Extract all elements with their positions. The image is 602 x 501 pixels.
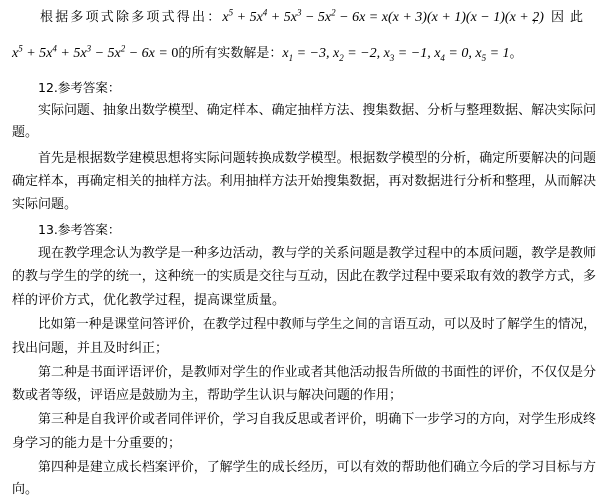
q13-heading: 13.参考答案： — [38, 222, 121, 237]
q13-d-line1: 第三种是自我评价或者同伴评价，学习自我反思或者评价，明确下一步学习的方向，对学生形成终 — [38, 412, 597, 427]
q12-b-line3: 实际问题。 — [12, 197, 78, 212]
q12-b-line2: 确定样本，再确定相关的抽样方法。利用抽样方法开始搜集数据，再对数据进行分析和整理，从而解决 — [12, 174, 597, 189]
q12-b-line1: 首先是根据数学建模思想将实际问题转换成数学模型。根据数学模型的分析，确定所要解决的问题 — [38, 151, 597, 166]
q11-line1-prefix: 根据多项式除多项式得出： — [40, 10, 223, 25]
q13-a-line1: 现在教学理念认为教学是一种多边活动，教与学的关系问题是教学过程中的本质问题，教学是教师 — [38, 246, 597, 261]
q12-a-line1: 实际问题、抽象出数学模型、确定样本、确定抽样方法、搜集数据、分析与整理数据、解决实际问 — [38, 103, 597, 118]
q11-line2-mid: 的所有实数解是： — [178, 46, 283, 61]
q11-line-1 — [40, 9, 544, 27]
q13-b-line1: 比如第一种是课堂问答评价，在教学过程中教师与学生之间的言语互动，可以及时了解学生的情况， — [38, 317, 597, 332]
q11-line1-suffix: ，因此 — [532, 10, 590, 25]
q13-b-line2: 找出问题，并且及时纠正； — [12, 341, 169, 356]
q13-e-line2: 向。 — [12, 482, 39, 497]
q11-line1-suffix-wrap — [532, 9, 589, 27]
q11-equation-factorization: $x^5 + 5x^4 + 5x^3 - 5x^2 - 6x = x(x + 3)(x + 1)(x - 1)(x + 2)$ — [222, 7, 544, 25]
q13-a-line3: 样的评价方式，优化教学过程，提高课堂质量。 — [12, 293, 286, 308]
q12-a-line2: 题。 — [12, 125, 39, 140]
q13-a-line2: 的教与学生的学的统一，这种统一的实质是交往与互动，因此在教学过程中要采取有效的教学方式，多 — [12, 269, 597, 284]
q11-equation-polynomial: $x^5 + 5x^4 + 5x^3 - 5x^2 - 6x = 0$ — [12, 43, 179, 61]
q13-e-line1: 第四种是建立成长档案评价，了解学生的成长经历，可以有效的帮助他们确立今后的学习目标与方 — [38, 460, 597, 475]
q13-c-line1: 第二种是书面评语评价，是教师对学生的作业或者其他活动报告所做的书面性的评价，不仅仅是分 — [38, 365, 597, 380]
q11-solutions: $x_1 = -3$, $x_2 = -2$, $x_3 = -1$, $x_4 = 0$, $x_5 = 1$ — [282, 46, 510, 63]
q12-heading: 12.参考答案： — [38, 80, 121, 95]
q11-line-2 — [12, 45, 523, 63]
q11-line2-end: 。 — [509, 46, 523, 61]
q13-d-line2: 身学习的能力是十分重要的； — [12, 436, 182, 451]
q13-c-line2: 数或者等级，评语应是鼓励为主，帮助学生认识与解决问题的作用； — [12, 388, 403, 403]
